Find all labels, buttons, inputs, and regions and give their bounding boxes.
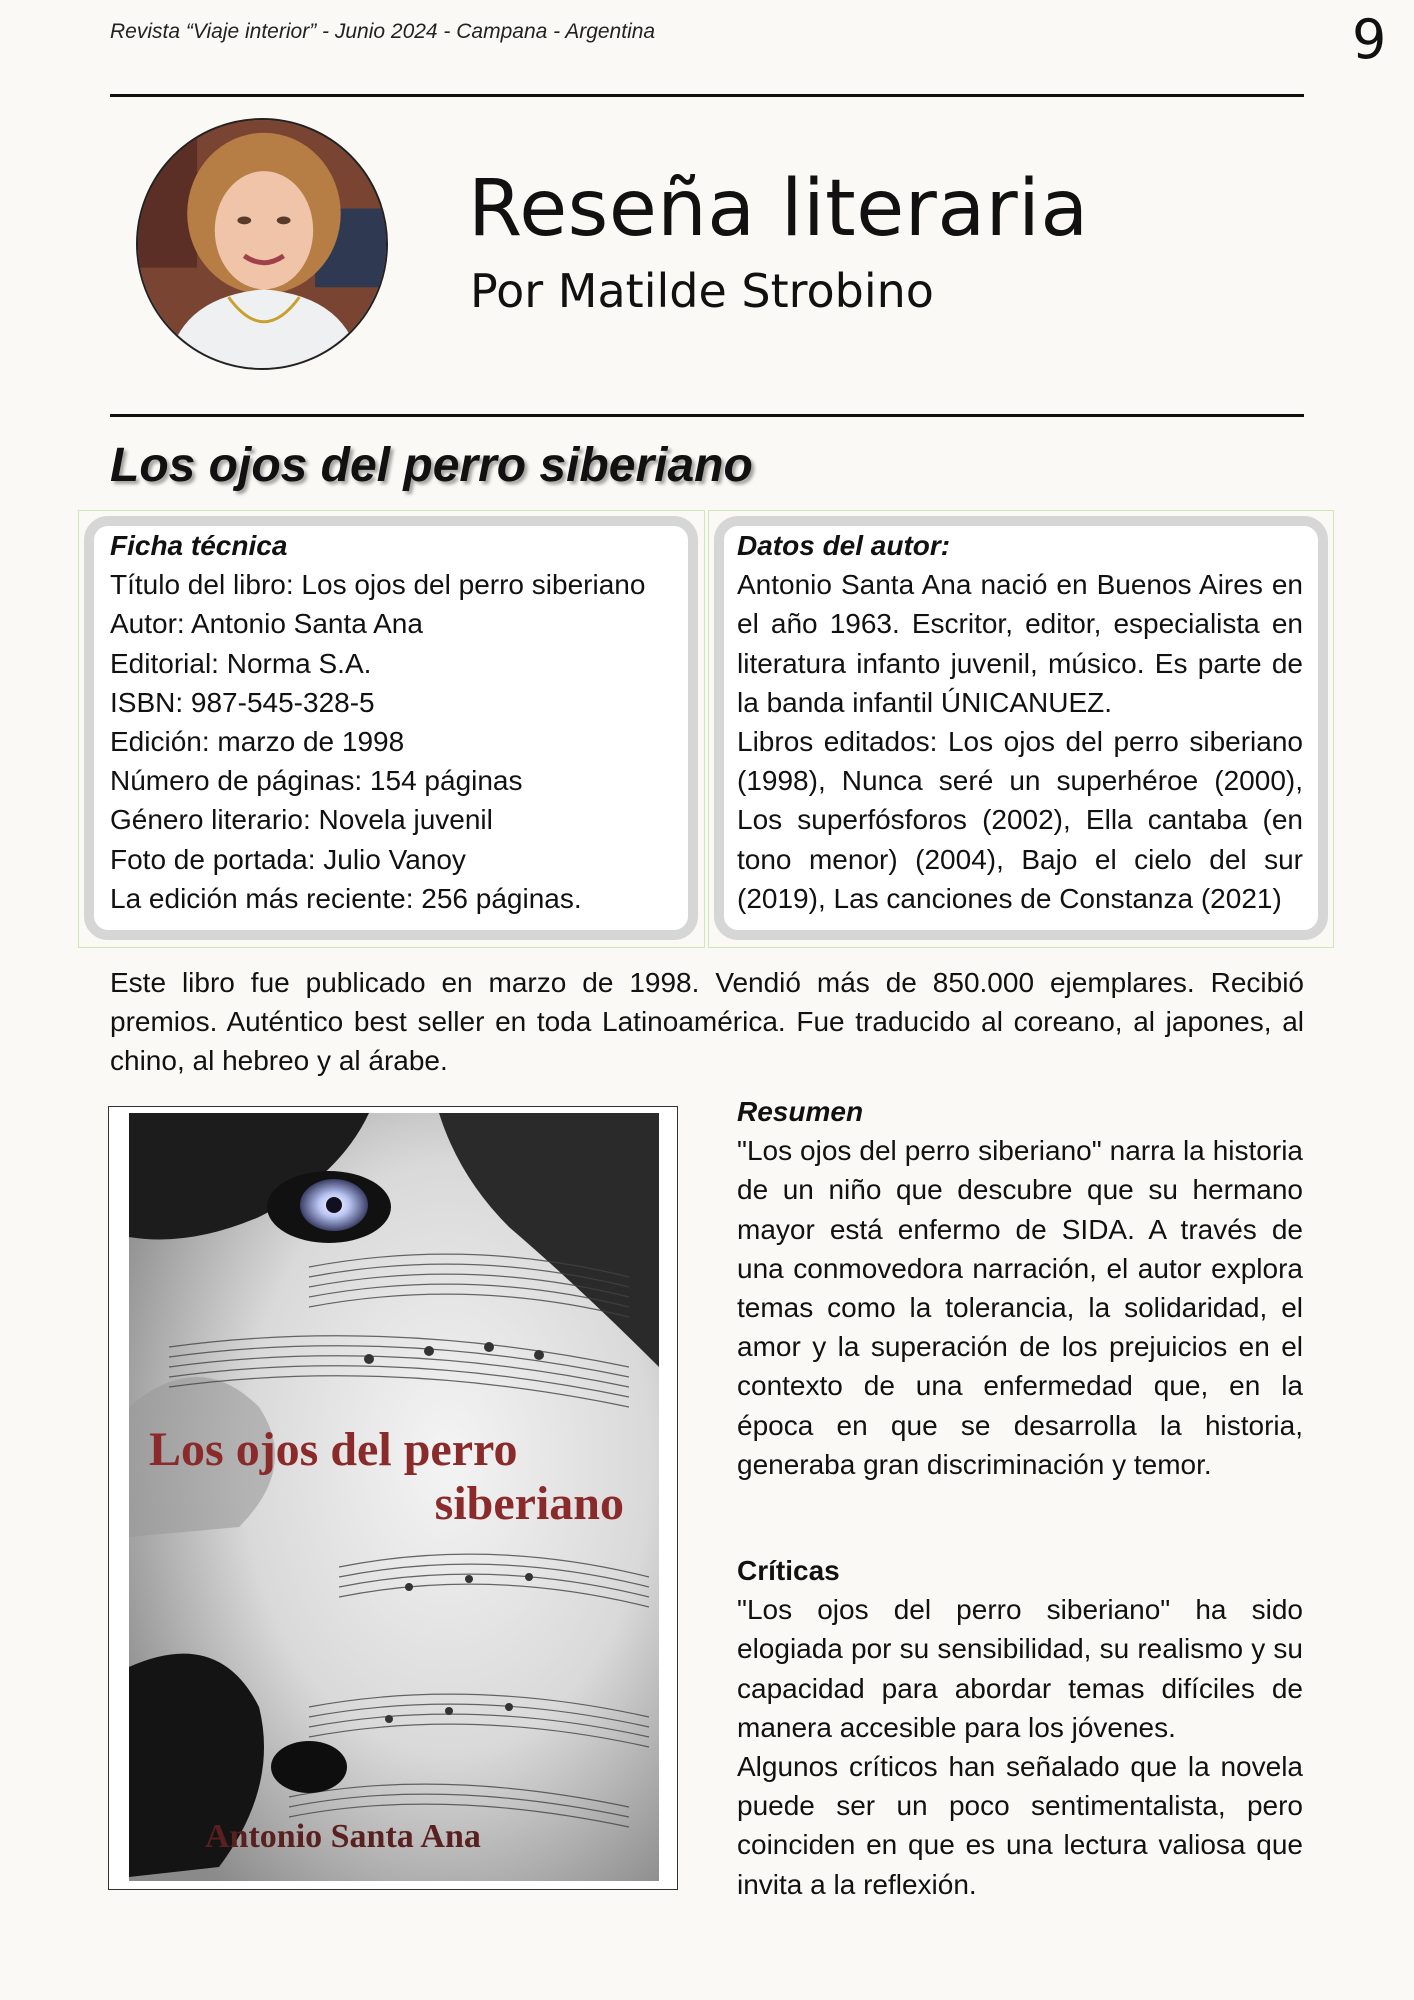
middle-divider bbox=[110, 414, 1304, 417]
cover-author: Antonio Santa Ana bbox=[205, 1818, 481, 1855]
book-cover bbox=[108, 1106, 678, 1890]
ficha-line: Edición: marzo de 1998 bbox=[110, 726, 405, 758]
ficha-line: ISBN: 987-545-328-5 bbox=[110, 686, 375, 718]
ficha-line: Título del libro: Los ojos del perro siberiano bbox=[110, 569, 646, 601]
criticas-text-2: Algunos críticos han señalado que la novela puede ser un poco sentimentalista, pero coinciden en que es una lectura valiosa que invita a la reflexión. bbox=[737, 1751, 1303, 1900]
criticas-heading: Críticas bbox=[737, 1555, 840, 1586]
page-number: 9 bbox=[1352, 8, 1387, 71]
ficha-heading: Ficha técnica bbox=[110, 530, 288, 561]
autor-books: Libros editados: Los ojos del perro siberiano (1998), Nunca seré un superhéroe (2000), Los superfósforos (2002), Ella cantaba (en tono menor) (2004), Bajo el cielo del sur (2019), Las canciones de Constanza (2021) bbox=[737, 726, 1303, 914]
cover-title-line1: Los ojos del perro bbox=[149, 1423, 518, 1476]
publication-header: Revista “Viaje interior” - Junio 2024 - Campana - Argentina bbox=[110, 20, 656, 43]
author-avatar bbox=[136, 118, 388, 370]
autor-bio: Antonio Santa Ana nació en Buenos Aires en el año 1963. Escritor, editor, especialista en literatura infanto juvenil, músico. Es parte de la banda infantil ÚNICANUEZ. bbox=[737, 569, 1303, 718]
top-divider bbox=[110, 94, 1304, 97]
cover-title-line2: siberiano bbox=[434, 1477, 624, 1530]
datos-autor bbox=[737, 526, 1303, 918]
ficha-line: Género literario: Novela juvenil bbox=[110, 804, 493, 836]
ficha-line: Editorial: Norma S.A. bbox=[110, 647, 372, 679]
criticas-section bbox=[737, 1551, 1303, 1904]
autor-heading: Datos del autor: bbox=[737, 530, 951, 561]
cover-art bbox=[109, 1107, 676, 1888]
ficha-line: Autor: Antonio Santa Ana bbox=[110, 608, 423, 640]
ficha-line: La edición más reciente: 256 páginas. bbox=[110, 882, 582, 914]
ficha-tecnica bbox=[110, 526, 690, 918]
resumen-section bbox=[737, 1092, 1303, 1484]
book-title: Los ojos del perro siberiano bbox=[110, 439, 753, 492]
criticas-text-1: "Los ojos del perro siberiano" ha sido elogiada por su sensibilidad, su realismo y su capacidad para abordar temas difíciles de manera accesible para los jóvenes. bbox=[737, 1594, 1303, 1743]
avatar-portrait bbox=[138, 120, 386, 368]
section-title: Reseña literaria bbox=[468, 164, 1089, 254]
intro-paragraph: Este libro fue publicado en marzo de 1998. Vendió más de 850.000 ejemplares. Recibió premios. Auténtico best seller en toda Latinoamérica. Fue traducido al coreano, al japones, al chino, al hebreo y al árabe. bbox=[110, 967, 1304, 1076]
ficha-line: Número de páginas: 154 páginas bbox=[110, 765, 523, 797]
resumen-heading: Resumen bbox=[737, 1096, 864, 1127]
resumen-text: "Los ojos del perro siberiano" narra la historia de un niño que descubre que su hermano mayor está enfermo de SIDA. A través de una conmovedora narración, el autor explora temas como la tolerancia, la solidaridad, el amor y la superación de los prejuicios en el contexto de una enfermedad que, en la época en que se desarrolla la historia, generaba gran discriminación y temor. bbox=[737, 1135, 1303, 1480]
section-author: Por Matilde Strobino bbox=[470, 264, 934, 318]
ficha-line: Foto de portada: Julio Vanoy bbox=[110, 843, 466, 875]
